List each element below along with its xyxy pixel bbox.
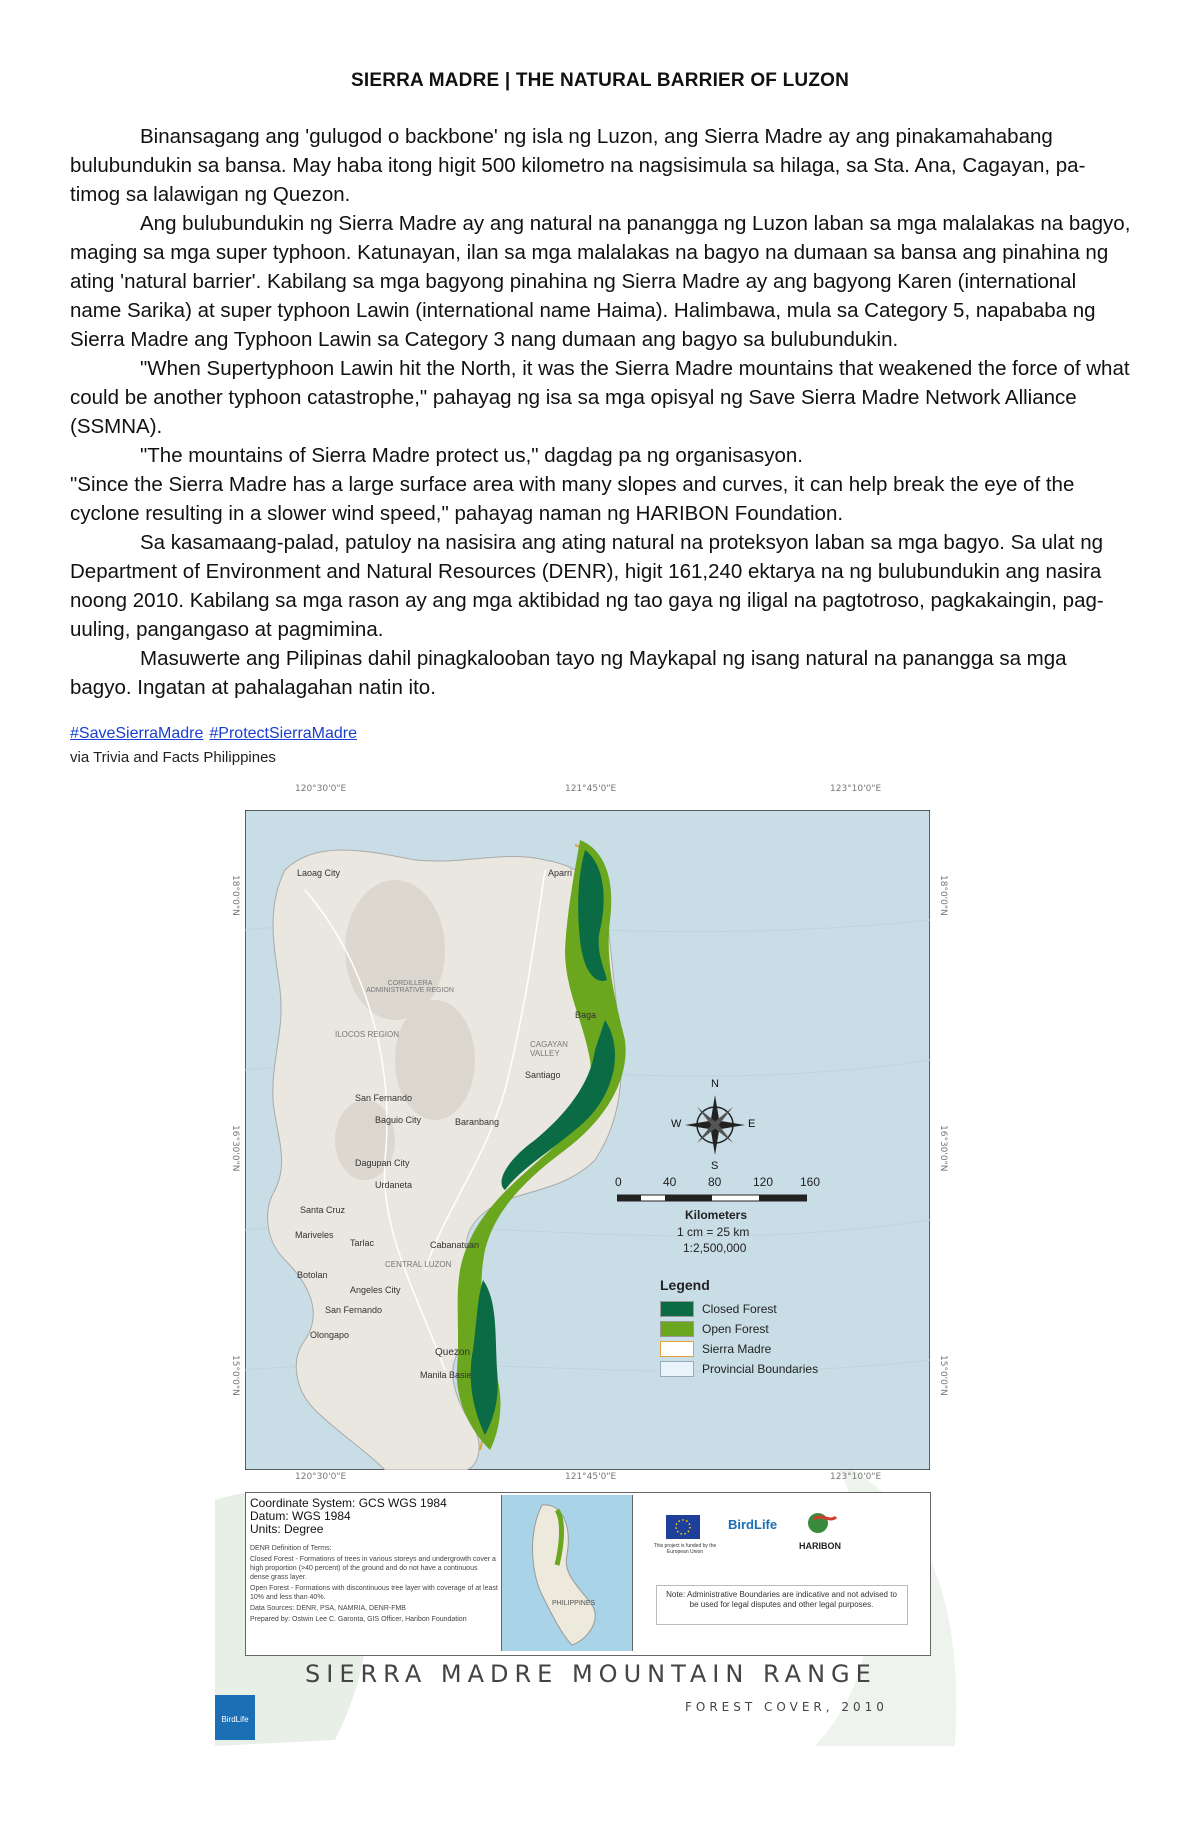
coord-label: 18°0'0"N [938,875,948,916]
legend-title: Legend [660,1277,710,1293]
compass-s: S [711,1160,719,1172]
coord-label: 16°30'0"N [938,1125,948,1172]
note-box [656,1585,908,1625]
eu-flag-icon [666,1515,700,1539]
birdlife-logo: BirdLife [728,1517,778,1532]
paragraph: Binansagang ang 'gulugod o backbone' ng isla ng Luzon, ang Sierra Madre ay ang pinakamahabang bulubundukin sa bansa. May haba itong higit 500 kilometro na nagsisimula sa hilaga, sa Sta. Ana, Cagayan, pa-timog sa lalawigan ng Quezon. [70,125,1086,206]
coord-label: 120°30'0"E [295,1472,347,1482]
paragraph: "The mountains of Sierra Madre protect us," dagdag pa ng organisasyon. [140,444,803,467]
hashtag-link-save[interactable]: #SaveSierraMadre [70,725,204,742]
place-label: Cabanatuan [430,1240,480,1250]
scale-bar: 0 40 80 120 160 Kilometers 1 cm = 25 km 1:2,500,000 [615,1175,821,1255]
coord-label: 121°45'0"E [565,784,617,794]
birdlife-badge: BirdLife [215,1695,255,1740]
coord-label: 120°30'0"E [295,784,347,794]
legend-item: Closed Forest [660,1301,777,1317]
compass-e: E [748,1118,756,1130]
hashtag-link-protect[interactable]: #ProtectSierraMadre [209,725,358,742]
place-label: Tarlac [350,1238,375,1248]
legend-item: Sierra Madre [660,1341,771,1357]
haribon-logo: HARIBON [799,1541,841,1551]
map-info-panel [245,1492,931,1656]
place-label: Dagupan City [355,1158,410,1168]
hashtag-row [70,725,363,743]
place-label: Urdaneta [375,1180,413,1190]
source-credit: via Trivia and Facts Philippines [70,749,276,766]
paragraph: Ang bulubundukin ng Sierra Madre ay ang natural na panangga ng Luzon laban sa mga malalakas na bagyo, maging sa mga super typhoon. Katunayan, ilan sa mga malalakas na bagyo na dumaan sa bansa ang pinahina ng ating 'natural barrier'. Kabilang sa mga bagyong pinahina ng Sierra Madre ay ang bagyong Karen (international name Sarika) at super typhoon Lawin (international name Haima). Halimbawa, mula sa Category 5, napababa ng Sierra Madre ang Typhoon Lawin sa Category 3 nang dumaan ang bagyo sa bulubundukin. [70,212,1131,351]
partner-logos: This project is funded by the European Union BirdLife HARIBON Note: Administrative Boundaries are indicative and not advised to be used for legal disputes and other legal purposes. [636,1495,926,1651]
legend-item: Provincial Boundaries [660,1361,818,1377]
paragraph: "Since the Sierra Madre has a large surface area with many slopes and curves, it can help break the eye of the cyclone resulting in a slower wind speed," pahayag naman ng HARIBON Foundation. [70,473,1075,525]
place-label: Manila Basie [420,1370,472,1380]
place-label: Aparri [548,868,573,878]
region-label: ILOCOS REGION [335,1030,400,1039]
compass-rose-icon [671,1078,756,1172]
place-label: Santa Cruz [300,1205,346,1215]
paragraph: Sa kasamaang-palad, patuloy na nasisira ang ating natural na proteksyon laban sa mga bagyo. Sa ulat ng Department of Environment and Natural Resources (DENR), higit 161,240 ektarya na ng bulubundukin ang nasira noong 2010. Kabilang sa mga rason ay ang mga aktibidad ng tao gaya ng iligal na pagtotroso, pagkakaingin, pag-uuling, pangangaso at pagmimina. [70,531,1104,641]
map-legend [660,1277,860,1397]
sierra-madre-map-figure [215,780,965,1746]
region-label: CENTRAL LUZON [385,1260,452,1269]
region-label: CORDILLERA ADMINISTRATIVE REGION [366,980,454,994]
place-label: Baranbang [455,1117,500,1127]
place-label: Quezon [435,1347,471,1358]
coord-label: 121°45'0"E [565,1472,617,1482]
compass-w: W [671,1118,682,1130]
map-main-title: SIERRA MADRE MOUNTAIN RANGE [305,1660,877,1688]
place-label: Baguio City [375,1115,422,1125]
place-label: Angeles City [350,1285,401,1295]
place-label: Olongapo [310,1330,350,1340]
page-title: SIERRA MADRE | THE NATURAL BARRIER OF LUZON [350,70,850,91]
place-label: San Fernando [355,1093,413,1103]
place-label: San Fernando [325,1305,383,1315]
philippines-inset-map: PHILIPPINES [501,1495,633,1651]
compass-n: N [711,1078,719,1090]
place-label: Botolan [297,1270,328,1280]
map-canvas [245,810,930,1470]
coord-label: 15°0'0"N [938,1355,948,1396]
haribon-bird-icon [804,1509,844,1539]
coord-label: 18°0'0"N [230,875,240,916]
coord-label: 16°30'0"N [230,1125,240,1172]
place-label: Mariveles [295,1230,334,1240]
place-label: Baga [575,1010,597,1020]
legend-item: Open Forest [660,1321,769,1337]
place-label: Santiago [525,1070,561,1080]
coord-label: 123°10'0"E [830,784,882,794]
place-label: Laoag City [297,868,341,878]
map-sub-title: FOREST COVER, 2010 [685,1700,888,1714]
coord-label: 15°0'0"N [230,1355,240,1396]
coord-label: 123°10'0"E [830,1472,882,1482]
article-body [70,122,1132,702]
coordinate-info: Coordinate System: GCS WGS 1984 Datum: WGS 1984 Units: Degree DENR Definition of Terms: Closed Forest - Formations of trees in various storeys and undergrowth cover a high proportion (>40 percent) of the ground and do not have a continuous dense grass layer. Open Forest - Formations with discontinuous tree layer with coverage of at least 10% and less than 40%. Data Sources: DENR, PSA, NAMRIA, DENR-FMB Prepared by: Ostwin Lee C. Garonta, GIS Officer, Haribon Foundation [250,1496,498,1623]
paragraph: Masuwerte ang Pilipinas dahil pinagkalooban tayo ng Maykapal ng isang natural na panangga sa mga bagyo. Ingatan at pahalagahan natin ito. [70,647,1067,699]
region-label: CAGAYAN VALLEY [530,1040,568,1058]
admin-boundary-note: Note: Administrative Boundaries are indicative and not advised to be used for legal disputes and other legal purposes. [666,1590,897,1609]
paragraph: "When Supertyphoon Lawin hit the North, it was the Sierra Madre mountains that weakened the force of what could be another typhoon catastrophe," pahayag ng isa sa mga opisyal ng Save Sierra Madre Network Alliance (SSMNA). [70,357,1130,438]
